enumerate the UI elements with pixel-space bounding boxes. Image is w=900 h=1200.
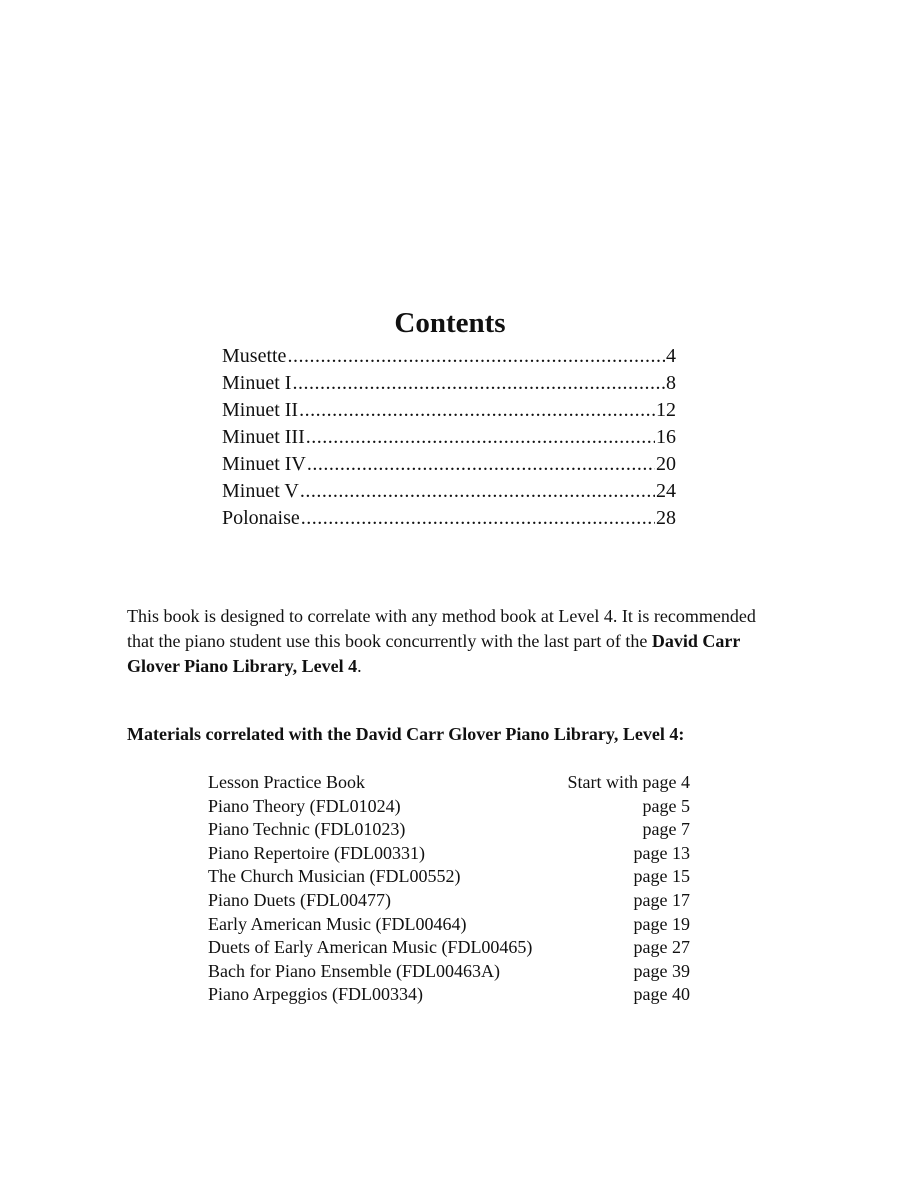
materials-item-title: Early American Music (FDL00464) bbox=[208, 913, 467, 934]
materials-list bbox=[208, 771, 690, 1007]
materials-item-title: Piano Theory (FDL01024) bbox=[208, 795, 401, 816]
toc-item bbox=[222, 478, 676, 505]
toc-item-page: 8 bbox=[666, 372, 676, 394]
toc-item bbox=[222, 397, 676, 424]
toc-item-page: 4 bbox=[666, 345, 676, 367]
intro-text: This book is designed to correlate with any method book at Level 4. It is recommended that the piano student use this book concurrently with the last part of the bbox=[127, 606, 756, 651]
toc-item bbox=[222, 370, 676, 397]
toc-leader-dots bbox=[301, 505, 655, 532]
table-of-contents bbox=[222, 343, 676, 532]
materials-item-title: Lesson Practice Book bbox=[208, 772, 365, 792]
materials-item bbox=[208, 983, 690, 1007]
materials-heading: Materials correlated with the David Carr Glover Piano Library, Level 4: bbox=[127, 724, 685, 744]
toc-item-label: Minuet III bbox=[222, 426, 305, 448]
materials-item bbox=[208, 889, 690, 913]
toc-item bbox=[222, 451, 676, 478]
toc-item-label: Polonaise bbox=[222, 507, 300, 529]
toc-item-label: Musette bbox=[222, 345, 287, 367]
materials-item bbox=[208, 936, 690, 960]
materials-item-title: Piano Technic (FDL01023) bbox=[208, 819, 406, 840]
toc-leader-dots bbox=[306, 424, 655, 451]
materials-item-title: Piano Arpeggios (FDL00334) bbox=[208, 984, 423, 1005]
intro-bold-series-name: David Carr Glover Piano Library, Level 4 bbox=[127, 631, 741, 676]
materials-item-page: page 15 bbox=[633, 866, 690, 887]
toc-leader-dots bbox=[287, 343, 665, 370]
toc-leader-dots bbox=[307, 451, 655, 478]
materials-item-title: Duets of Early American Music (FDL00465) bbox=[208, 937, 533, 958]
materials-item bbox=[208, 865, 690, 889]
materials-item-page: page 19 bbox=[633, 913, 690, 934]
intro-paragraph bbox=[127, 604, 787, 679]
materials-item-page: page 40 bbox=[633, 984, 690, 1005]
materials-item-page: page 17 bbox=[633, 889, 690, 910]
materials-item-title: Piano Repertoire (FDL00331) bbox=[208, 842, 425, 863]
materials-item bbox=[208, 771, 690, 795]
toc-item-label: Minuet I bbox=[222, 372, 292, 394]
materials-item bbox=[208, 960, 690, 984]
toc-item-page: 28 bbox=[656, 507, 676, 529]
toc-item-page: 20 bbox=[656, 453, 676, 475]
toc-item-label: Minuet II bbox=[222, 399, 299, 421]
toc-item-page: 24 bbox=[656, 480, 676, 502]
toc-item bbox=[222, 505, 676, 532]
toc-leader-dots bbox=[292, 370, 665, 397]
materials-item bbox=[208, 913, 690, 937]
toc-item-page: 16 bbox=[656, 426, 676, 448]
toc-leader-dots bbox=[299, 397, 655, 424]
materials-item-page: page 27 bbox=[633, 937, 690, 958]
toc-item bbox=[222, 424, 676, 451]
toc-item-page: 12 bbox=[656, 399, 676, 421]
materials-item-title: Piano Duets (FDL00477) bbox=[208, 889, 391, 910]
materials-item-title: Bach for Piano Ensemble (FDL00463A) bbox=[208, 960, 500, 981]
materials-item-page: page 39 bbox=[633, 960, 690, 981]
contents-title: Contents bbox=[394, 307, 506, 339]
materials-item bbox=[208, 842, 690, 866]
toc-item bbox=[222, 343, 676, 370]
materials-item bbox=[208, 795, 690, 819]
materials-item-page: page 13 bbox=[633, 842, 690, 863]
materials-item-page: page 7 bbox=[642, 819, 690, 840]
toc-item-label: Minuet IV bbox=[222, 453, 306, 475]
materials-item-page: page 5 bbox=[642, 795, 690, 816]
intro-text-end: . bbox=[357, 656, 362, 676]
materials-item-page: Start with page 4 bbox=[567, 772, 690, 792]
toc-leader-dots bbox=[300, 478, 655, 505]
materials-item-title: The Church Musician (FDL00552) bbox=[208, 866, 461, 887]
toc-item-label: Minuet V bbox=[222, 480, 299, 502]
materials-item bbox=[208, 818, 690, 842]
